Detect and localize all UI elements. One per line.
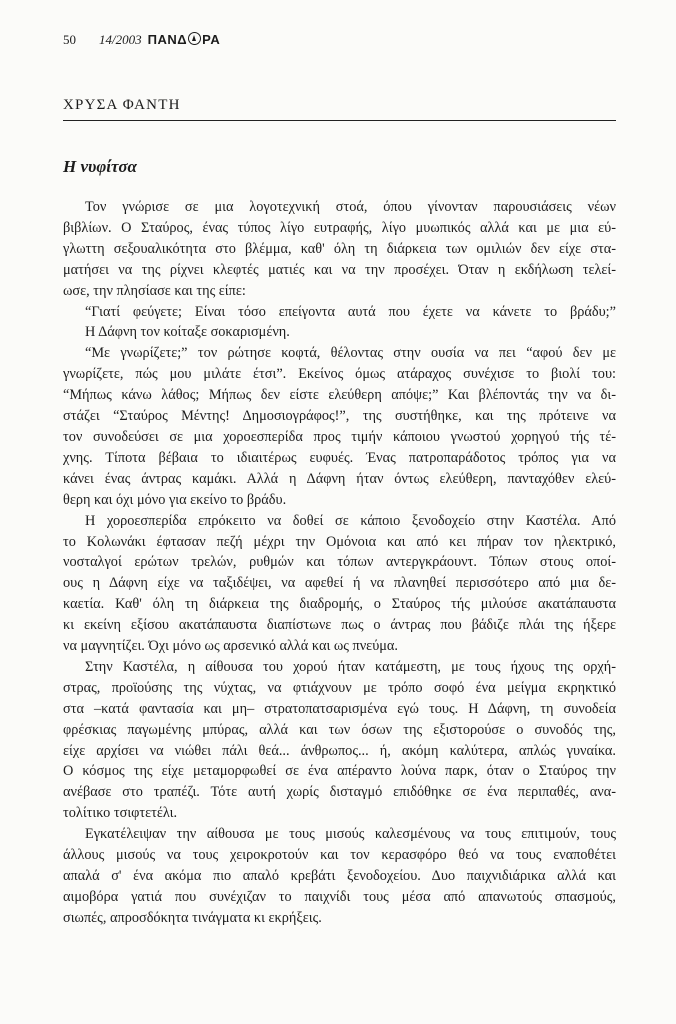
text-line: Η χοροεσπερίδα επρόκειτο να δοθεί σε κάποιο ξενοδοχείο στην Καστέλα. Από xyxy=(85,512,616,529)
text-line: βιβλίων. Ο Σταύρος, ένας τύπος λίγο ευτραφής, λίγο μυωπικός αλλά και με μια εύ- xyxy=(63,219,616,236)
text-line: σιωπές, απροσδόκητα τινάγματα κι εκρήξεις. xyxy=(63,909,322,926)
author-name: ΧΡΥΣΑ ΦΑΝΤΗ xyxy=(63,97,181,113)
text-line: απαλά σ' ένα ακόμα πιο απαλό κρεβάτι ξενοδοχείου. Δυο παιχνιδιάρικα αλλά και xyxy=(63,868,616,884)
running-header xyxy=(63,32,220,48)
magazine-logo xyxy=(148,32,221,47)
text-line: γλωττη σεξουαλικότητα στο βλέμμα, καθ' όλη τη διάρκεια των ομιλιών δεν είχε στα- xyxy=(63,240,616,257)
text-line: τον συνοδεύσει σε μια χοροεσπερίδα προς τιμήν κάποιου γνωστού χορηγού τής τέ- xyxy=(63,428,616,445)
text-line: γνωρίζετε, πώς μου μιλάτε έτσι”. Εκείνος όμως ατάραχος συνέχισε το βιολί του: xyxy=(63,366,616,383)
text-line: άλλους μισούς να τους χειροκροτούν και τον κερασφόρο θεό να τους εναποθέτει xyxy=(63,847,616,864)
text-line: φρέσκιας παγωμένης μπύρας, αλλά και των όσων της εξιστορούσε ο συνοδός της, xyxy=(63,721,616,738)
text-line: κάνει ένας άντρας καμάκι. Αλλά η Δάφνη ήταν όντως ελεύθερη, πανταχόθεν ελεύ- xyxy=(63,470,616,487)
text-line: ανέβασε στο τραπέζι. Τότε αυτή χωρίς δισταγμό επιδόθηκε σε ένα περιπαθές, ανα- xyxy=(63,784,616,801)
story-title: Η νυφίτσα xyxy=(63,157,137,176)
magazine-name-part: ΠΑΝΔ xyxy=(147,32,188,47)
header-divider xyxy=(63,120,616,121)
text-line: “Μήπως κάνω λάθος; Μήπως δεν είστε ελεύθερη απόψε;” Και βλέποντάς την να δι- xyxy=(63,387,616,404)
text-line: στα –κατά φαντασία και μη– στρατοπατσαρισμένα εγώ τους. Η Δάφνη, τη συνοδεία xyxy=(63,700,616,717)
text-line: “Με γνωρίζετε;” τον ρώτησε κοφτά, θέλοντας στην ουσία να πει “αφού δεν με xyxy=(85,345,616,362)
text-line: το Κολωνάκι έφτασαν πεζή μέχρι την Ομόνοια και από κει πήραν τον ηλεκτρικό, xyxy=(63,533,616,550)
text-line: είχε αρχίσει να νιώθει πάλι θεά... άνθρωπος... ή, ακόμη καλύτερα, απλώς γυναίκα. xyxy=(63,742,616,759)
text-line: τολίτικο τσιφτετέλι. xyxy=(63,805,178,822)
text-line: καετία. Καθ' όλη τη διάρκεια της διαδρομής, ο Σταύρος τής μιλούσε ακατάπαυστα xyxy=(63,596,616,613)
text-line: κι εκείνη εξίσου ακατάπαυστα διαπίστωνε πως ο άντρας που βάδιζε πλάι της ήξερε xyxy=(63,617,616,634)
text-line: νοσταλγοί ερώτων τρελών, ρυθμών και τόπων αντεργκράουντ. Τόπων στους οποί- xyxy=(63,554,616,571)
text-line: Εγκατέλειψαν την αίθουσα με τους μισούς καλεσμένους να τους επιτιμούν, τους xyxy=(85,826,616,843)
text-line: “Γιατί φεύγετε; Είναι τόσο επείγοντα αυτά που έχετε να κάνετε το βράδυ;” xyxy=(85,303,616,320)
text-line: ωσε, την πλησίασε και της είπε: xyxy=(63,282,246,299)
issue-number: 14/2003 xyxy=(99,32,142,47)
text-line: Η Δάφνη τον κοίταξε σοκαρισμένη. xyxy=(85,324,290,341)
text-line: Στην Καστέλα, η αίθουσα του χορού ήταν κατάμεστη, με τους ήχους της ορχή- xyxy=(85,658,616,675)
text-line: στάζει “Σταύρος Μέντης! Δημοσιογράφος!”, της συστήθηκε, και της πρότεινε να xyxy=(63,408,616,425)
magazine-name-part: ΡΑ xyxy=(202,32,221,47)
story-body xyxy=(63,197,616,929)
text-line: Ο κόσμος της είχε μεταμορφωθεί σε ένα απέραντο λούνα παρκ, όταν ο Σταύρος την xyxy=(63,763,616,780)
text-line: χνης. Τίποτα βέβαια το ιδιαιτέρως ευφυές. Ένας πατροπαράδοτος τρόπος για να xyxy=(63,449,616,466)
text-line: στρας, προϊούσης της νύχτας, να φτιάχνουν με τρόπο σοφό ένα μείγμα εκρηκτικό xyxy=(63,679,616,696)
text-line: ματήσει να της ρίχνει κλεφτές ματιές και να την προσέχει. Όταν η εκδήλωση τελεί- xyxy=(63,261,616,278)
text-line: θερη και όχι μόνο για εκείνο το βράδυ. xyxy=(63,491,287,508)
text-line: να μαγνητίζει. Όχι μόνο ως αρσενικό αλλά και ως πνεύμα. xyxy=(63,638,398,655)
logo-emblem-icon xyxy=(188,32,201,45)
text-line: Τον γνώρισε σε μια λογοτεχνική στοά, όπου γίνονταν παρουσιάσεις νέων xyxy=(85,199,616,215)
page-number: 50 xyxy=(63,32,76,47)
text-line: αιμοβόρα γατιά που συνέχιζαν το παιχνίδι τους μέσα από απανωτούς σπασμούς, xyxy=(63,888,616,905)
text-line: ους η Δάφνη είχε να ταξιδέψει, να αφεθεί ή να πλανηθεί περισσότερο από μια δε- xyxy=(63,575,616,592)
